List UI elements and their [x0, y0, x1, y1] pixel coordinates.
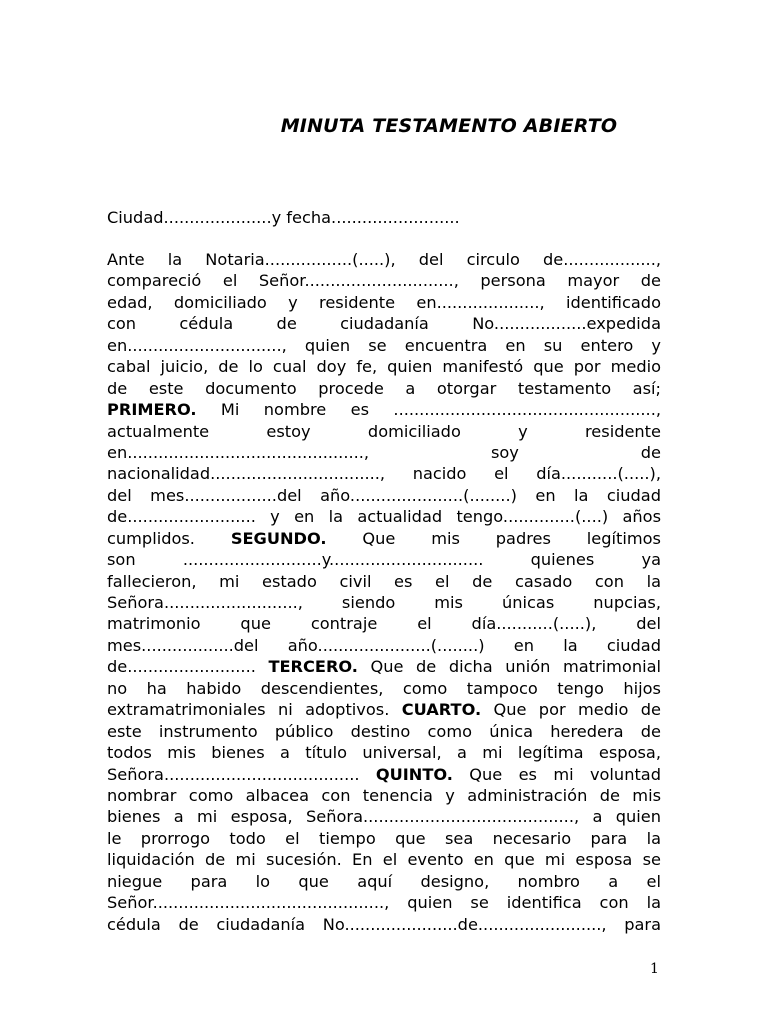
body-line: cédula de ciudadanía No......................de........................, para	[107, 914, 661, 934]
clause-heading: PRIMERO.	[107, 400, 197, 420]
body-line: matrimonio que contraje el día...........(.....), del	[107, 614, 661, 634]
document-title: MINUTA TESTAMENTO ABIERTO	[280, 115, 618, 137]
body-line: fallecieron, mi estado civil es el de casado con la	[107, 571, 661, 591]
body-line: nombrar como albacea con tenencia y administración de mis	[107, 785, 661, 805]
body-line: niegue para lo que aquí designo, nombro a el	[107, 871, 661, 891]
body-line: del mes..................del año......................(........) en la ciudad	[107, 485, 661, 505]
body-line: son ...........................y.............................. quienes ya	[107, 550, 661, 570]
body-line: de......................... y en la actualidad tengo..............(....) años	[107, 507, 661, 527]
body-line: de......................... TERCERO. Que de dicha unión matrimonial	[107, 657, 661, 677]
body-line: Señora.........................., siendo mis únicas nupcias,	[107, 593, 661, 612]
body-line: en.............................., quien se encuentra en su entero y	[107, 335, 661, 355]
body-line: cabal juicio, de lo cual doy fe, quien manifestó que por medio	[107, 357, 661, 377]
body-line: mes..................del año......................(........) en la ciudad	[107, 635, 661, 655]
body-line: todos mis bienes a título universal, a mi legítima esposa,	[107, 743, 661, 763]
body-line: bienes a mi esposa, Señora........................................., a quien	[107, 807, 661, 827]
body-line: Señor............................................., quien se identifica con la	[107, 893, 661, 913]
body-line: PRIMERO. Mi nombre es ...................................................,	[107, 400, 661, 420]
body-line: compareció el Señor............................., persona mayor de	[107, 271, 661, 291]
body-line: este instrumento público destino como única heredera de	[107, 721, 661, 741]
body-line: en.............................................., soy de	[107, 442, 661, 462]
body-line: con cédula de ciudadanía No..................expedida	[107, 314, 661, 334]
document-body	[107, 249, 661, 935]
clause-heading: QUINTO.	[375, 764, 453, 784]
page-number: 1	[650, 961, 659, 977]
body-line: Señora...................................... QUINTO. Que es mi voluntad	[107, 764, 661, 784]
body-line: Ante la Notaria.................(.....), del circulo de..................,	[107, 250, 661, 269]
body-line: extramatrimoniales ni adoptivos. CUARTO. Que por medio de	[107, 700, 662, 720]
clause-heading: SEGUNDO.	[230, 528, 327, 548]
body-line: cumplidos. SEGUNDO. Que mis padres legítimos	[107, 528, 661, 548]
clause-heading: CUARTO.	[401, 700, 482, 720]
body-line: de este documento procede a otorgar testamento así;	[107, 378, 661, 398]
body-line: le prorrogo todo el tiempo que sea necesario para la	[107, 828, 661, 848]
body-line: edad, domiciliado y residente en...................., identificado	[107, 292, 661, 312]
body-line: liquidación de mi sucesión. En el evento en que mi esposa se	[107, 850, 661, 870]
body-line: no ha habido descendientes, como tampoco tengo hijos	[107, 678, 661, 698]
city-date-line: Ciudad.....................y fecha.........................	[107, 208, 460, 227]
clause-heading: TERCERO.	[268, 657, 358, 677]
body-line: actualmente estoy domiciliado y residente	[107, 421, 661, 441]
body-line: nacionalidad................................., nacido el día...........(.....),	[107, 464, 661, 484]
